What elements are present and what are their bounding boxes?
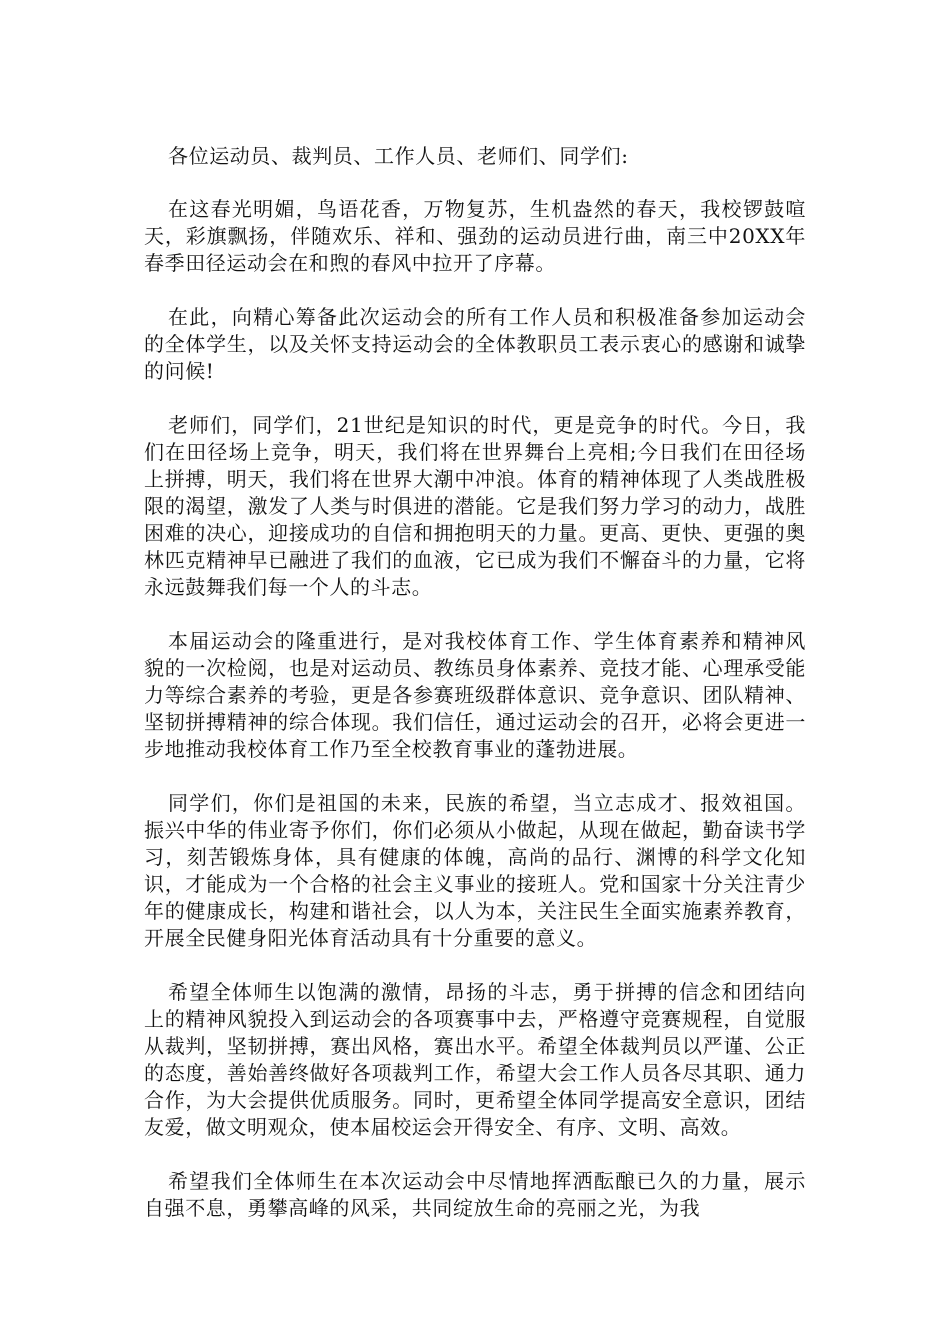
paragraph-significance: 本届运动会的隆重进行，是对我校体育工作、学生体育素养和精神风貌的一次检阅，也是对运动员、教练员身体素养、竞技才能、心理承受能力等综合素养的考验，更是各参赛班级群体意识、竞争意识、团队精神、坚韧拼搏精神的综合体现。我们信任，通过运动会的召开，必将会更进一步地推动我校体育工作乃至全校教育事业的蓬勃进展。: [144, 629, 806, 761]
paragraph-closing: 希望我们全体师生在本次运动会中尽情地挥洒酝酿已久的力量，展示自强不息，勇攀高峰的风采，共同绽放生命的亮丽之光，为我: [144, 1169, 806, 1220]
paragraph-opening: 在这春光明媚，鸟语花香，万物复苏，生机盎然的春天，我校锣鼓喧天，彩旗飘扬，伴随欢乐、祥和、强劲的运动员进行曲，南三中20XX年春季田径运动会在和煦的春风中拉开了序幕。: [144, 197, 806, 275]
paragraph-thanks: 在此，向精心筹备此次运动会的所有工作人员和积极准备参加运动会的全体学生，以及关怀支持运动会的全体教职员工表示衷心的感谢和诚挚的问候!: [144, 305, 806, 383]
paragraph-students: 同学们，你们是祖国的未来，民族的希望，当立志成才、报效祖国。振兴中华的伟业寄予你们，你们必须从小做起，从现在做起，勤奋读书学习，刻苦锻炼身体，具有健康的体魄，高尚的品行、渊博的科学文化知识，才能成为一个合格的社会主义事业的接班人。党和国家十分关注青少年的健康成长，构建和谐社会，以人为本，关注民生全面实施素养教育，开展全民健身阳光体育活动具有十分重要的意义。: [144, 791, 806, 950]
document-body: [144, 143, 806, 1249]
paragraph-competition: 老师们，同学们，21世纪是知识的时代，更是竞争的时代。今日，我们在田径场上竞争，明天，我们将在世界舞台上亮相;今日我们在田径场上拼搏，明天，我们将在世界大潮中冲浪。体育的精神体现了人类战胜极限的渴望，激发了人类与时俱进的潜能。它是我们努力学习的动力，战胜困难的决心，迎接成功的自信和拥抱明天的力量。更高、更快、更强的奥林匹克精神早已融进了我们的血液，它已成为我们不懈奋斗的力量，它将永远鼓舞我们每一个人的斗志。: [144, 413, 806, 599]
paragraph-hopes: 希望全体师生以饱满的激情，昂扬的斗志，勇于拼搏的信念和团结向上的精神风貌投入到运动会的各项赛事中去，严格遵守竞赛规程，自觉服从裁判，坚韧拼搏，赛出风格，赛出水平。希望全体裁判员以严谨、公正的态度，善始善终做好各项裁判工作，希望大会工作人员各尽其职、通力合作，为大会提供优质服务。同时，更希望全体同学提高安全意识，团结友爱，做文明观众，使本届校运会开得安全、有序、文明、高效。: [144, 980, 806, 1139]
salutation: 各位运动员、裁判员、工作人员、老师们、同学们:: [168, 144, 629, 168]
